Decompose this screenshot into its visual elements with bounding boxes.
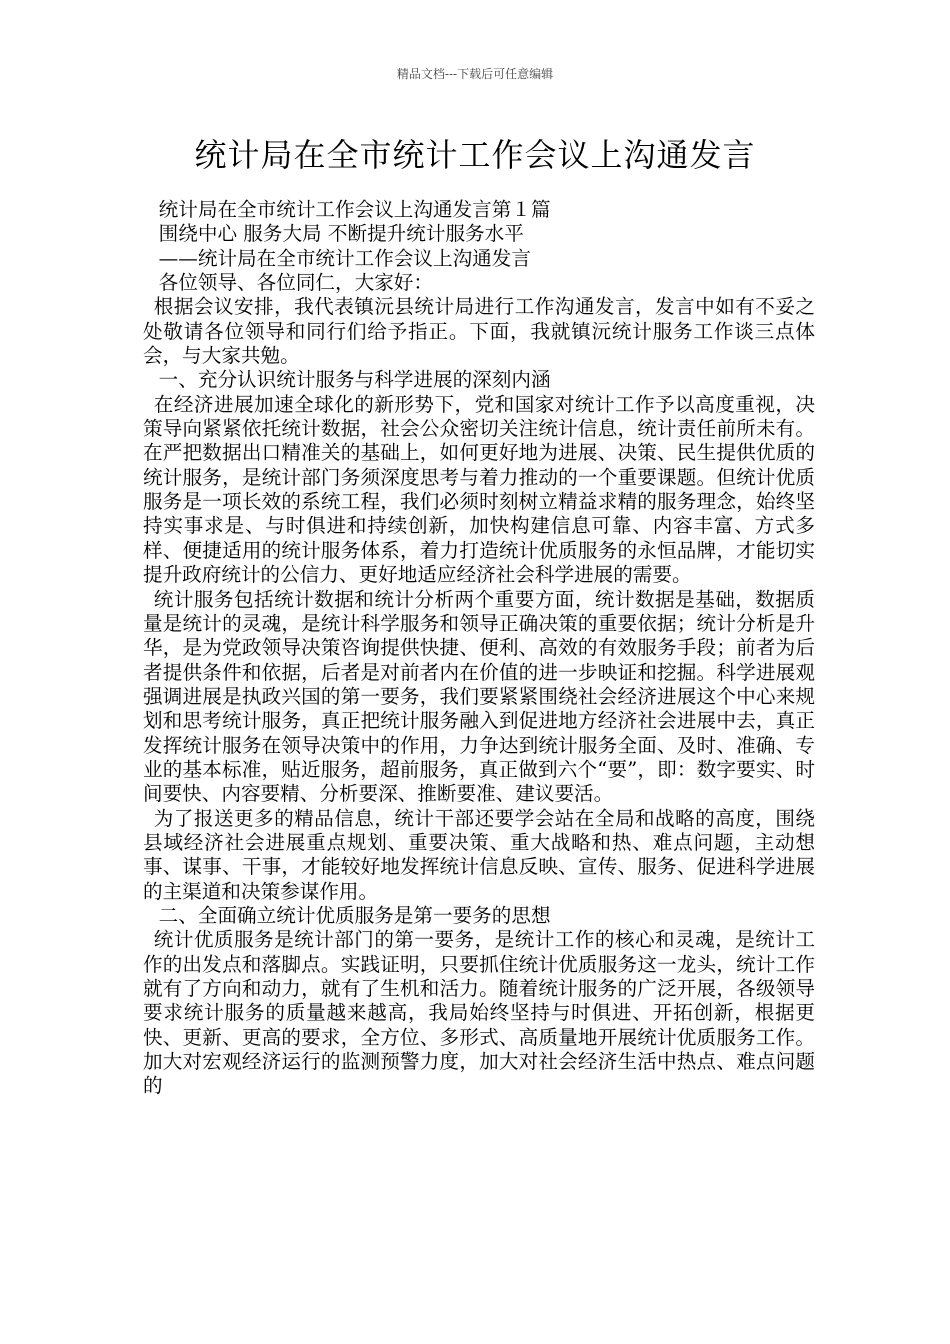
paragraph-body: 为了报送更多的精品信息，统计干部还要学会站在全局和战略的高度，围绕县域经济社会进展重点规划、重要决策、重大战略和热、难点问题，主动想事、谋事、干事，才能较好地发挥统计信息反映、宣传、服务、促进科学进展的主渠道和决策参谋作用。 <box>143 806 815 903</box>
paragraph-greeting: 各位领导、各位同仁，大家好： <box>158 271 433 295</box>
section-heading-1: 一、充分认识统计服务与科学进展的深刻内涵 <box>158 368 551 392</box>
paragraph-subtitle: 统计局在全市统计工作会议上沟通发言第１篇 <box>158 198 551 221</box>
paragraph-theme: 围绕中心 服务大局 不断提升统计服务水平 <box>158 222 524 246</box>
document-body <box>143 198 815 1099</box>
paragraph-body: 统计优质服务是统计部门的第一要务，是统计工作的核心和灵魂，是统计工作的出发点和落脚点。实践证明，只要抓住统计优质服务这一龙头，统计工作就有了方向和动力，就有了生机和活力。随着统计服务的广泛开展，各级领导要求统计服务的质量越来越高，我局始终坚持与时俱进、开拓创新，根据更快、更新、更高的要求，全方位、多形式、高质量地开展统计优质服务工作。加大对宏观经济运行的监测预警力度，加大对社会经济生活中热点、难点问题的 <box>143 928 815 1098</box>
paragraph-intro: 根据会议安排，我代表镇沅县统计局进行工作沟通发言，发言中如有不妥之处敬请各位领导和同行们给予指正。下面，我就镇沅统计服务工作谈三点体会，与大家共勉。 <box>143 295 815 368</box>
document-title: 统计局在全市统计工作会议上沟通发言 <box>194 136 756 174</box>
section-heading-2: 二、全面确立统计优质服务是第一要务的思想 <box>158 903 551 927</box>
header-note: 精品文档---下载后可任意编辑 <box>396 67 554 81</box>
paragraph-body: 统计服务包括统计数据和统计分析两个重要方面，统计数据是基础，数据质量是统计的灵魂，是统计科学服务和领导正确决策的重要依据；统计分析是升华，是为党政领导决策咨询提供快捷、便利、高效的有效服务手段；前者为后者提供条件和依据，后者是对前者内在价值的进一步映证和挖掘。科学进展观强调进展是执政兴国的第一要务，我们要紧紧围绕社会经济进展这个中心来规划和思考统计服务，真正把统计服务融入到促进地方经济社会进展中去，真正发挥统计服务在领导决策中的作用，力争达到统计服务全面、及时、准确、专业的基本标准，贴近服务，超前服务，真正做到六个“要”，即：数字要实、时间要快、内容要精、分析要深、推断要准、建议要活。 <box>143 587 815 806</box>
paragraph-body: 在经济进展加速全球化的新形势下，党和国家对统计工作予以高度重视，决策导向紧紧依托统计数据，社会公众密切关注统计信息，统计责任前所未有。在严把数据出口精准关的基础上，如何更好地为进展、决策、民生提供优质的统计服务，是统计部门务须深度思考与着力推动的一个重要课题。但统计优质服务是一项长效的系统工程，我们必须时刻树立精益求精的服务理念，始终坚持实事求是、与时俱进和持续创新，加快构建信息可靠、内容丰富、方式多样、便捷适用的统计服务体系，着力打造统计优质服务的永恒品牌，才能切实提升政府统计的公信力、更好地适应经济社会科学进展的需要。 <box>143 392 815 587</box>
paragraph-byline: ——统计局在全市统计工作会议上沟通发言 <box>158 246 531 270</box>
